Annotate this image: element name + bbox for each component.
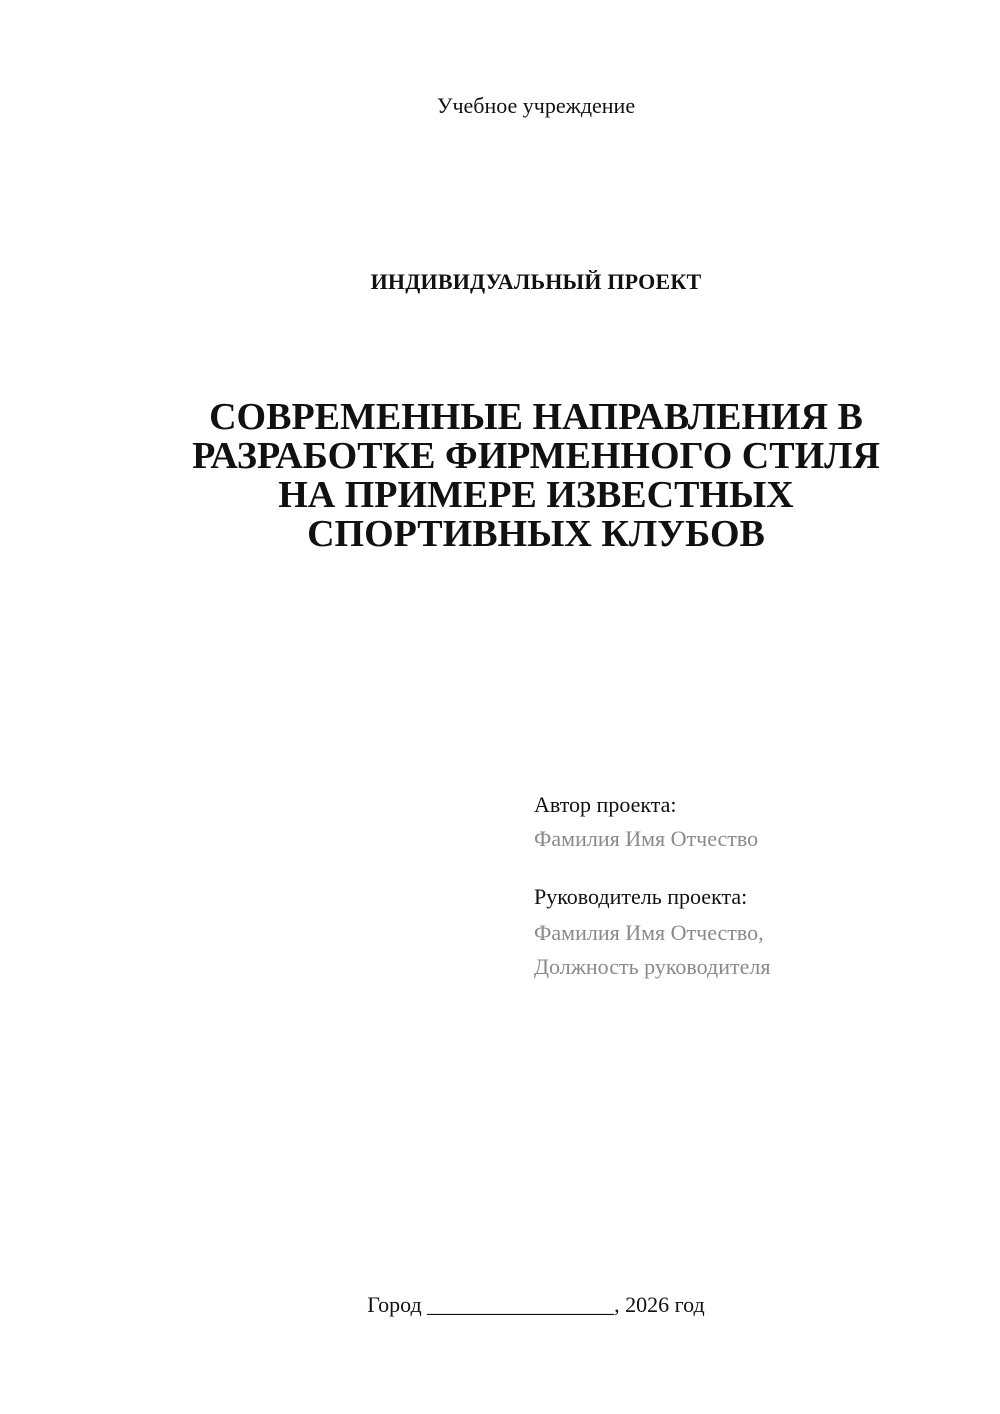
city-year-footer: Город _________________, 2026 год	[367, 1292, 705, 1317]
project-title-line: СОВРЕМЕННЫЕ НАПРАВЛЕНИЯ В	[209, 396, 863, 438]
author-label: Автор проекта:	[534, 792, 677, 817]
author-block	[534, 790, 974, 856]
supervisor-name-placeholder: Фамилия Имя Отчество,	[534, 920, 764, 945]
author-name-placeholder: Фамилия Имя Отчество	[534, 826, 759, 851]
credits-block	[534, 790, 974, 984]
project-title	[150, 398, 922, 554]
project-title-line: НА ПРИМЕРЕ ИЗВЕСТНЫХ	[278, 474, 794, 516]
supervisor-block	[534, 882, 974, 984]
institution-name: Учебное учреждение	[436, 93, 636, 118]
supervisor-label: Руководитель проекта:	[534, 884, 748, 909]
project-title-line: РАЗРАБОТКЕ ФИРМЕННОГО СТИЛЯ	[192, 435, 880, 477]
supervisor-position-placeholder: Должность руководителя	[534, 954, 771, 979]
project-type-heading: ИНДИВИДУАЛЬНЫЙ ПРОЕКТ	[370, 269, 702, 294]
project-title-line: СПОРТИВНЫХ КЛУБОВ	[307, 513, 765, 555]
